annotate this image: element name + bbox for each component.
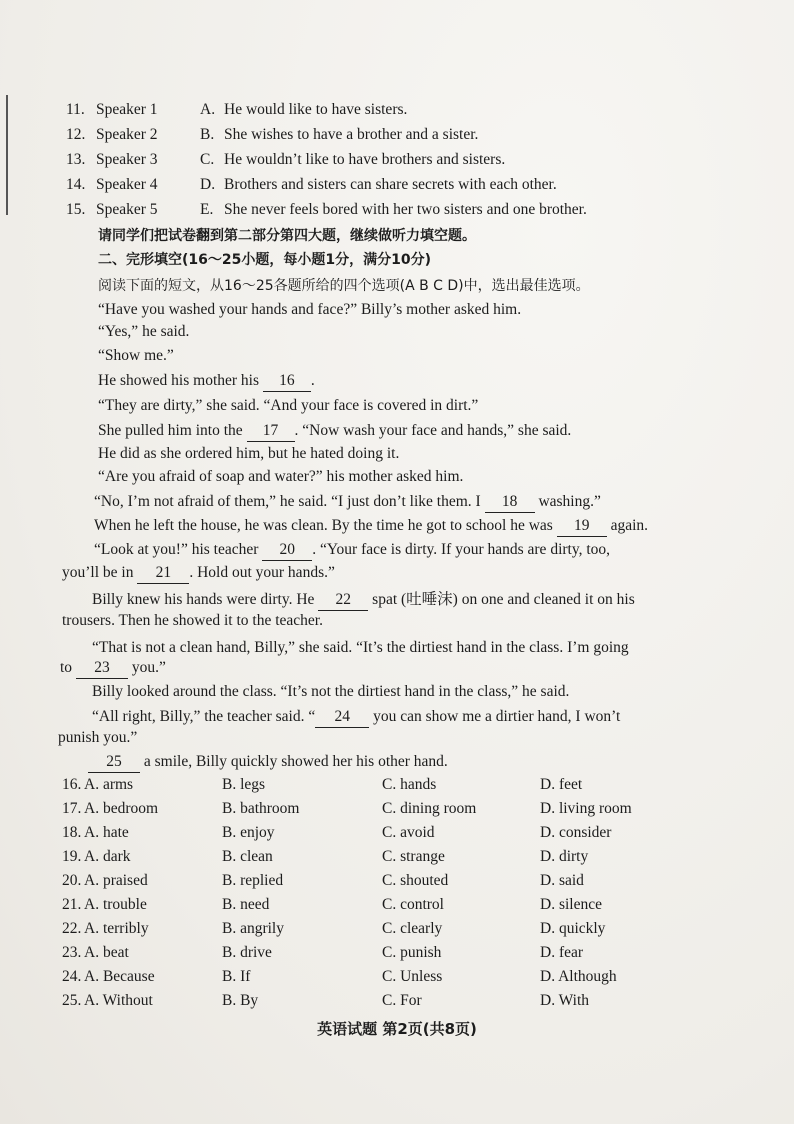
option-b: B. legs bbox=[222, 776, 266, 793]
option-text: He wouldn’t like to have brothers and sisters. bbox=[224, 151, 506, 168]
passage-text: When he left the house, he was clean. By the time he got to school he was bbox=[94, 517, 553, 534]
blank-17: 17 bbox=[247, 421, 295, 442]
passage-line: He did as she ordered him, but he hated doing it. bbox=[98, 445, 400, 462]
passage-line bbox=[60, 658, 166, 679]
option-b: B. enjoy bbox=[222, 824, 275, 841]
option-text: She wishes to have a brother and a sister. bbox=[224, 126, 479, 143]
passage-text: “No, I’m not afraid of them,” he said. “I just don’t like them. I bbox=[94, 493, 481, 510]
section-direction: 阅读下面的短文，从16～25各题所给的四个选项(A B C D)中，选出最佳选项。 bbox=[98, 278, 590, 294]
option-d: D. said bbox=[540, 872, 584, 889]
option-row bbox=[62, 847, 589, 867]
passage-text: Billy knew his hands were dirty. He bbox=[92, 591, 315, 608]
passage-text: . Hold out your hands.” bbox=[189, 564, 335, 581]
question-number: 24. bbox=[62, 968, 82, 985]
option-a: A. dark bbox=[84, 848, 131, 865]
option-a: A. hate bbox=[84, 824, 129, 841]
passage-text: you can show me a dirtier hand, I won’t bbox=[373, 708, 621, 725]
question-number: 16. bbox=[62, 776, 82, 793]
option-b: B. drive bbox=[222, 944, 272, 961]
option-c: C. avoid bbox=[382, 824, 435, 841]
passage-line: “Yes,” he said. bbox=[98, 323, 190, 340]
option-c: C. For bbox=[382, 992, 422, 1009]
option-row bbox=[62, 871, 584, 891]
blank-18: 18 bbox=[485, 492, 535, 513]
option-row bbox=[62, 823, 612, 843]
passage-line: “They are dirty,” she said. “And your face is covered in dirt.” bbox=[98, 397, 479, 414]
passage-text: you.” bbox=[131, 659, 166, 676]
passage-text: washing.” bbox=[538, 493, 601, 510]
question-number: 19. bbox=[62, 848, 82, 865]
passage-text: She pulled him into the bbox=[98, 422, 243, 439]
passage-text: spat (吐唾沫) on one and cleaned it on his bbox=[372, 591, 635, 608]
passage-text: you’ll be in bbox=[62, 564, 134, 581]
option-a: A. praised bbox=[84, 872, 148, 889]
passage-text: “All right, Billy,” the teacher said. “ bbox=[92, 708, 316, 725]
speaker-label: Speaker 3 bbox=[96, 151, 158, 168]
blank-23: 23 bbox=[76, 658, 128, 679]
option-c: C. Unless bbox=[382, 968, 443, 985]
option-d: D. silence bbox=[540, 896, 602, 913]
blank-19: 19 bbox=[557, 516, 607, 537]
option-row bbox=[62, 991, 590, 1011]
page-footer: 英语试题 第2页(共8页) bbox=[317, 1020, 477, 1038]
passage-line bbox=[92, 707, 620, 728]
option-row bbox=[62, 895, 602, 915]
speaker-label: Speaker 5 bbox=[96, 201, 158, 218]
option-d: D. fear bbox=[540, 944, 584, 961]
question-number: 22. bbox=[62, 920, 82, 937]
question-number: 18. bbox=[62, 824, 82, 841]
option-c: C. shouted bbox=[382, 872, 449, 889]
option-c: C. punish bbox=[382, 944, 442, 961]
passage-line bbox=[94, 540, 610, 561]
option-letter: A. bbox=[200, 101, 216, 118]
option-a: A. beat bbox=[84, 944, 129, 961]
matching-row bbox=[66, 100, 408, 120]
option-letter: C. bbox=[200, 151, 215, 168]
passage-text: to bbox=[60, 659, 73, 676]
option-row bbox=[62, 943, 584, 963]
option-text: Brothers and sisters can share secrets with each other. bbox=[224, 176, 557, 193]
option-row bbox=[62, 919, 606, 939]
speaker-label: Speaker 1 bbox=[96, 101, 158, 118]
question-number: 12. bbox=[66, 126, 86, 143]
passage-line: “Are you afraid of soap and water?” his mother asked him. bbox=[98, 468, 464, 485]
option-a: A. arms bbox=[84, 776, 134, 793]
passage-line bbox=[98, 421, 571, 442]
question-number: 17. bbox=[62, 800, 82, 817]
option-c: C. control bbox=[382, 896, 444, 913]
option-d: D. consider bbox=[540, 824, 612, 841]
blank-21: 21 bbox=[137, 563, 189, 584]
option-a: A. bedroom bbox=[84, 800, 159, 817]
question-number: 20. bbox=[62, 872, 82, 889]
option-b: B. clean bbox=[222, 848, 273, 865]
option-letter: E. bbox=[200, 201, 214, 218]
option-letter: B. bbox=[200, 126, 215, 143]
passage-text: again. bbox=[610, 517, 649, 534]
question-number: 21. bbox=[62, 896, 82, 913]
question-number: 14. bbox=[66, 176, 86, 193]
option-d: D. With bbox=[540, 992, 590, 1009]
option-b: B. By bbox=[222, 992, 259, 1009]
option-c: C. strange bbox=[382, 848, 445, 865]
option-d: D. dirty bbox=[540, 848, 589, 865]
question-number: 23. bbox=[62, 944, 82, 961]
option-a: A. trouble bbox=[84, 896, 147, 913]
blank-25: 25 bbox=[88, 752, 140, 773]
option-b: B. If bbox=[222, 968, 251, 985]
option-b: B. replied bbox=[222, 872, 284, 889]
matching-row bbox=[66, 200, 587, 220]
passage-line: punish you.” bbox=[58, 729, 138, 746]
option-row bbox=[62, 775, 583, 795]
option-d: D. Although bbox=[540, 968, 617, 985]
blank-22: 22 bbox=[318, 590, 368, 611]
passage-line bbox=[94, 516, 648, 537]
passage-line bbox=[94, 492, 601, 513]
passage-line: trousers. Then he showed it to the teacher. bbox=[62, 612, 323, 629]
option-text: He would like to have sisters. bbox=[224, 101, 408, 118]
option-d: D. quickly bbox=[540, 920, 606, 937]
question-number: 13. bbox=[66, 151, 86, 168]
passage-line bbox=[98, 371, 315, 392]
option-c: C. clearly bbox=[382, 920, 443, 937]
option-letter: D. bbox=[200, 176, 216, 193]
option-c: C. dining room bbox=[382, 800, 477, 817]
passage-text: . bbox=[310, 372, 315, 389]
passage-text: a smile, Billy quickly showed her his other hand. bbox=[143, 753, 448, 770]
passage-line: “Show me.” bbox=[98, 347, 174, 364]
option-d: D. living room bbox=[540, 800, 632, 817]
passage-line bbox=[62, 563, 335, 584]
option-row bbox=[62, 967, 617, 987]
passage-text: . “Your face is dirty. If your hands are dirty, too, bbox=[312, 541, 611, 558]
matching-row bbox=[66, 125, 479, 145]
speaker-label: Speaker 4 bbox=[96, 176, 158, 193]
passage-text: . “Now wash your face and hands,” she said. bbox=[294, 422, 572, 439]
matching-row bbox=[66, 150, 506, 170]
matching-row bbox=[66, 175, 557, 195]
option-row bbox=[62, 799, 632, 819]
section-title: 二、完形填空(16～25小题，每小题1分，满分10分) bbox=[98, 252, 431, 268]
passage-line: Billy looked around the class. “It’s not the dirtiest hand in the class,” he said. bbox=[92, 683, 570, 700]
option-text: She never feels bored with her two sisters and one brother. bbox=[224, 201, 587, 218]
question-number: 15. bbox=[66, 201, 86, 218]
passage-text: He showed his mother his bbox=[98, 372, 260, 389]
passage-line bbox=[88, 752, 448, 773]
blank-24: 24 bbox=[315, 707, 369, 728]
instruction-note: 请同学们把试卷翻到第二部分第四大题，继续做听力填空题。 bbox=[98, 228, 476, 244]
option-b: B. need bbox=[222, 896, 270, 913]
option-a: A. Without bbox=[84, 992, 153, 1009]
option-d: D. feet bbox=[540, 776, 583, 793]
binding-margin-line bbox=[6, 95, 8, 215]
option-a: A. terribly bbox=[84, 920, 149, 937]
passage-line: “Have you washed your hands and face?” Billy’s mother asked him. bbox=[98, 301, 522, 318]
question-number: 11. bbox=[66, 101, 85, 118]
passage-line bbox=[92, 590, 635, 611]
passage-line: “That is not a clean hand, Billy,” she said. “It’s the dirtiest hand in the class. I’m going bbox=[92, 639, 629, 656]
speaker-label: Speaker 2 bbox=[96, 126, 158, 143]
blank-20: 20 bbox=[262, 540, 312, 561]
blank-16: 16 bbox=[263, 371, 311, 392]
passage-text: “Look at you!” his teacher bbox=[94, 541, 259, 558]
option-c: C. hands bbox=[382, 776, 437, 793]
option-b: B. bathroom bbox=[222, 800, 300, 817]
option-a: A. Because bbox=[84, 968, 155, 985]
option-b: B. angrily bbox=[222, 920, 284, 937]
question-number: 25. bbox=[62, 992, 82, 1009]
